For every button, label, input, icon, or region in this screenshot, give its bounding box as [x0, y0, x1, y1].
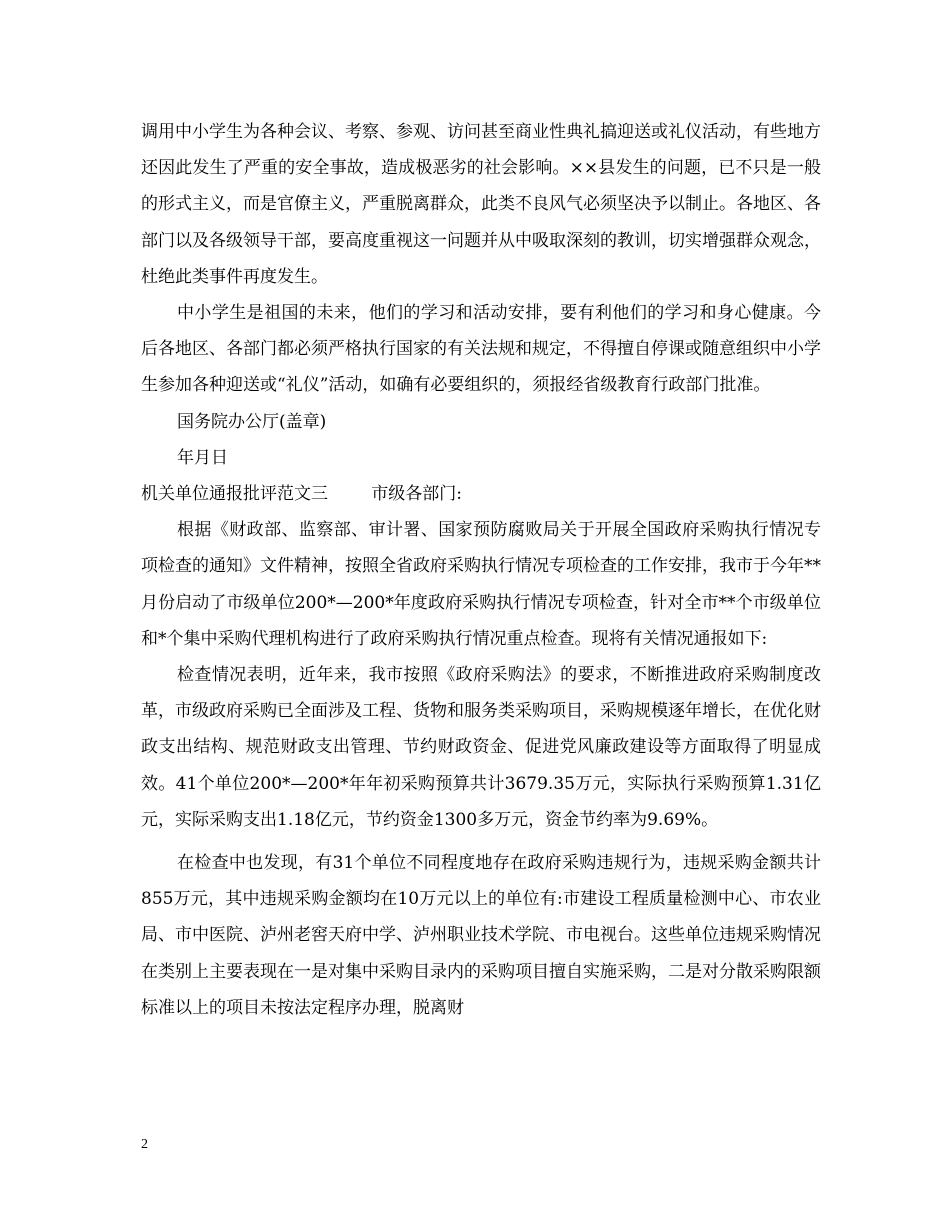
- paragraph-violations: 在检查中也发现，有31个单位不同程度地存在政府采购违规行为，违规采购金额共计855万元，其中违规采购金额均在10万元以上的单位有:市建设工程质量检测中心、市农业局、市中医院、泸州老窖天府中学、泸州职业技术学院、市电视台。这些单位违规采购情况在类别上主要表现在一是对集中采购目录内的采购项目擅自实施采购，二是对分散采购限额标准以上的项目未按法定程序办理，脱离财: [141, 853, 821, 1018]
- section-title: 机关单位通报批评范文三: [141, 484, 328, 505]
- paragraph-notice-basis: 根据《财政部、监察部、审计署、国家预防腐败局关于开展全国政府采购执行情况专项检查的通知》文件精神，按照全省政府采购执行情况专项检查的工作安排，我市于今年**月份启动了市级单位200*—200*年度政府采购执行情况专项检查，针对全市**个市级单位和*个集中采购代理机构进行了政府采购执行情况重点检查。现将有关情况通报如下:: [141, 520, 821, 649]
- paragraph-continuation: 调用中小学生为各种会议、考察、参观、访问甚至商业性典礼搞迎送或礼仪活动，有些地方还因此发生了严重的安全事故，造成极恶劣的社会影响。××县发生的问题，已不只是一般的形式主义，而是官僚主义，严重脱离群众，此类不良风气必须坚决予以制止。各地区、各部门以及各级领导干部，要高度重视这一问题并从中吸取深刻的教训，切实增强群众观念，杜绝此类事件再度发生。: [141, 122, 821, 287]
- heading-spacer: [328, 484, 371, 504]
- paragraph-students: 中小学生是祖国的未来，他们的学习和活动安排，要有利他们的学习和身心健康。今后各地区、各部门都必须严格执行国家的有关法规和规定，不得擅自停课或随意组织中小学生参加各种迎送或“礼仪”活动，如确有必要组织的，须报经省级教育行政部门批准。: [141, 303, 821, 396]
- page-number: 2: [141, 1137, 148, 1152]
- document-body: [141, 114, 821, 1026]
- addressee: 市级各部门:: [371, 484, 462, 505]
- paragraph-inspection-results: 检查情况表明，近年来，我市按照《政府采购法》的要求，不断推进政府采购制度改革，市级政府采购已全面涉及工程、货物和服务类采购项目，采购规模逐年增长，在优化财政支出结构、规范财政支出管理、节约财政资金、促进党风廉政建设等方面取得了明显成效。41个单位200*—200*年年初采购预算共计3679.35万元，实际执行采购预算1.31亿元，实际采购支出1.18亿元，节约资金1300多万元，资金节约率为9.69%。: [141, 665, 821, 830]
- section-heading-line: [141, 476, 821, 512]
- signature-line: 国务院办公厅(盖章): [177, 411, 327, 432]
- date-line: 年月日: [177, 447, 228, 468]
